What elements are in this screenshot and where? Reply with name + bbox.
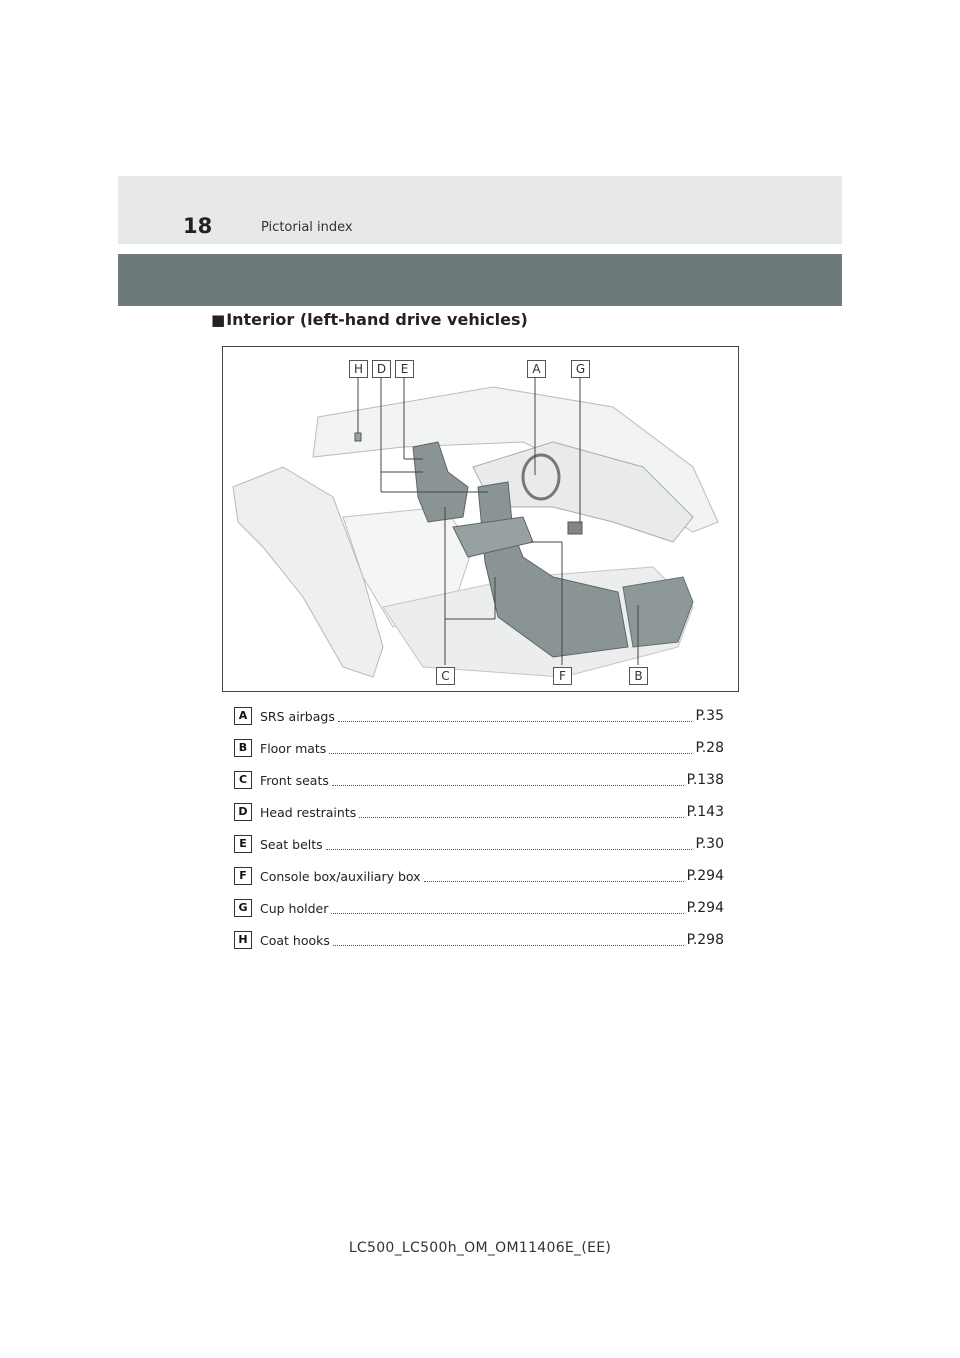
- header-band: [118, 176, 842, 244]
- letter-badge: G: [234, 899, 252, 917]
- index-row[interactable]: [234, 796, 724, 828]
- letter-badge: F: [234, 867, 252, 885]
- item-label: Floor mats: [260, 740, 327, 756]
- page-reference[interactable]: P.298: [686, 932, 724, 948]
- callout-d: D: [372, 360, 391, 378]
- section-band: [118, 254, 842, 306]
- index-row[interactable]: [234, 732, 724, 764]
- subheading: [211, 310, 528, 329]
- letter-badge: H: [234, 931, 252, 949]
- section-title: Pictorial index: [261, 220, 353, 235]
- item-label: SRS airbags: [260, 708, 335, 724]
- page-reference[interactable]: P.35: [695, 708, 724, 724]
- item-label: Cup holder: [260, 900, 329, 916]
- car-interior-drawing: [223, 347, 739, 692]
- callout-f: F: [553, 667, 572, 685]
- item-label: Coat hooks: [260, 932, 330, 948]
- item-label: Console box/auxiliary box: [260, 868, 421, 884]
- interior-illustration: [222, 346, 739, 692]
- page-number: 18: [183, 214, 213, 238]
- page-reference[interactable]: P.138: [686, 772, 724, 788]
- square-bullet-icon: ■: [211, 311, 226, 329]
- index-row[interactable]: [234, 700, 724, 732]
- dot-leader: [326, 849, 693, 850]
- callout-g: G: [571, 360, 590, 378]
- dot-leader: [331, 913, 683, 914]
- item-label: Front seats: [260, 772, 329, 788]
- item-label: Head restraints: [260, 804, 357, 820]
- document-code: LC500_LC500h_OM_OM11406E_(EE): [348, 1240, 612, 1256]
- letter-badge: B: [234, 739, 252, 757]
- callout-b: B: [629, 667, 648, 685]
- index-row[interactable]: [234, 892, 724, 924]
- index-list: [234, 700, 724, 956]
- page-reference[interactable]: P.28: [695, 740, 724, 756]
- index-row[interactable]: [234, 860, 724, 892]
- callout-a: A: [527, 360, 546, 378]
- dot-leader: [333, 945, 684, 946]
- index-row[interactable]: [234, 828, 724, 860]
- letter-badge: A: [234, 707, 252, 725]
- index-row[interactable]: [234, 924, 724, 956]
- letter-badge: D: [234, 803, 252, 821]
- subheading-text: Interior (left-hand drive vehicles): [226, 310, 528, 329]
- page-reference[interactable]: P.143: [686, 804, 724, 820]
- dot-leader: [338, 721, 693, 722]
- dot-leader: [424, 881, 684, 882]
- index-row[interactable]: [234, 764, 724, 796]
- dot-leader: [329, 753, 692, 754]
- item-label: Seat belts: [260, 836, 323, 852]
- callout-h: H: [349, 360, 368, 378]
- page-reference[interactable]: P.30: [695, 836, 724, 852]
- letter-badge: C: [234, 771, 252, 789]
- letter-badge: E: [234, 835, 252, 853]
- dot-leader: [359, 817, 683, 818]
- callout-e: E: [395, 360, 414, 378]
- page-reference[interactable]: P.294: [686, 900, 724, 916]
- dot-leader: [332, 785, 684, 786]
- page-reference[interactable]: P.294: [686, 868, 724, 884]
- callout-c: C: [436, 667, 455, 685]
